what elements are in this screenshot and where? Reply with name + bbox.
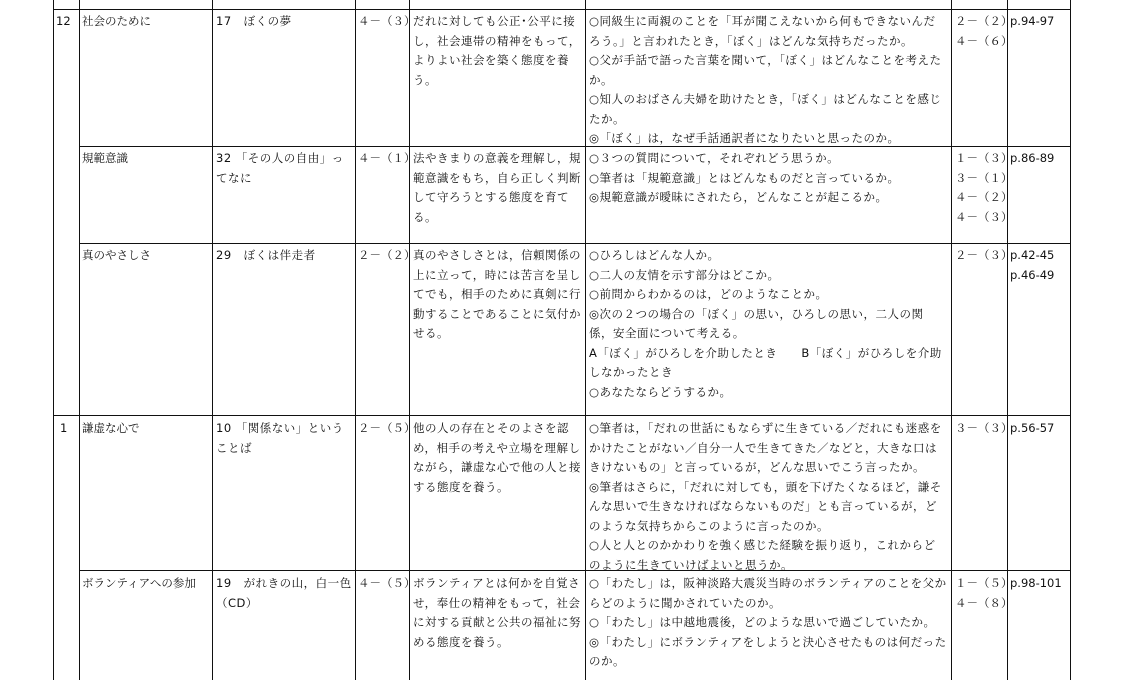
question-item: ○前問からわかるのは，どのようなことか。	[589, 287, 828, 301]
question-item: ○筆者は，「だれの世話にもならずに生きている／だれにも迷惑をかけたことがない／自分一人で生きてきた／などと，大きな口はきけないもの」と言っているが，どんな思いでこう言ったか。	[589, 421, 942, 474]
related-code: ２－（３）	[955, 248, 1013, 262]
page-ref: p.98-101	[1010, 576, 1062, 590]
question-item: ◎次の２つの場合の「ぼく」の思い，ひろしの思い，二人の関係，安全面について考える。	[589, 306, 924, 340]
related-code: ３－（３）	[955, 421, 1013, 435]
related-code: ２－（２）	[955, 14, 1013, 28]
related-codes-cell	[955, 574, 1013, 613]
content-code-cell: ２－（２）	[358, 248, 416, 262]
questions-cell	[589, 149, 947, 208]
pages-cell	[1010, 574, 1070, 594]
content-code-cell: ４－（３）	[358, 14, 416, 28]
theme-cell: 規範意識	[82, 151, 128, 165]
material-cell: 19 がれきの山，白一色（CD）	[216, 576, 352, 610]
question-item: ◎規範意識が曖昧にされたら，どんなことが起こるか。	[589, 190, 888, 204]
related-codes-cell	[955, 419, 1013, 439]
content-code-cell: ４－（１）	[358, 151, 416, 165]
pages-cell	[1010, 419, 1070, 439]
page-ref: p.56-57	[1010, 421, 1055, 435]
aim-cell: だれに対しても公正･公平に接し，社会連帯の精神をもって，よりよい社会を築く態度を養う。	[413, 14, 581, 87]
question-item: ○あなたならどうするか。	[589, 384, 732, 399]
question-item: ◎筆者はさらに，「だれに対しても，頭を下げたくなるほど，謙そんな思いで生きなければならないものだ」とも言っているが，どのような気持ちからこのように言ったのか。	[589, 479, 942, 533]
related-code: １－（５）	[955, 576, 1013, 590]
question-item: ○同級生に両親のことを「耳が聞こえないから何もできないんだろう。」と言われたとき，「ぼく」はどんな気持ちだったか。	[589, 14, 936, 48]
related-code: ４－（２）	[955, 190, 1013, 204]
questions-cell	[589, 574, 947, 678]
month-cell: 1	[60, 421, 68, 435]
content-code-cell: ２－（５）	[358, 421, 416, 435]
question-item: ○ひろしはどんな人か。	[589, 248, 720, 262]
questions-cell	[589, 246, 947, 402]
question-item: ○「わたし」は中越地震後，どのような思いで過ごしていたか。	[589, 615, 936, 629]
aim-cell: 他の人の存在とそのよさを認め，相手の考えや立場を理解しながら，謙虚な心で他の人と接する態度を養う。	[413, 421, 581, 494]
related-code: ３－（１）	[955, 170, 1013, 185]
questions-cell	[589, 419, 947, 575]
page-ref: p.86-89	[1010, 151, 1055, 165]
page-ref: p.42-45	[1010, 248, 1055, 262]
question-item: ◎「ぼく」は，なぜ手話通訳者になりたいと思ったのか。	[589, 131, 900, 145]
question-item: A「ぼく」がひろしを介助したとき B「ぼく」がひろしを介助しなかったとき	[589, 345, 942, 379]
page-ref: p.94-97	[1010, 14, 1055, 28]
related-codes-cell	[955, 149, 1013, 227]
question-item: ○筆者は「規範意識」とはどんなものだと言っているか。	[589, 170, 900, 185]
question-item: ○知人のおばさん夫婦を助けたとき，「ぼく」はどんなことを感じたか。	[589, 92, 942, 126]
theme-cell: 謙虚な心で	[82, 421, 140, 435]
aim-cell: ボランティアとは何かを自覚させ，奉仕の精神をもって，社会に対する貢献と公共の福祉に努める態度を養う。	[413, 576, 581, 649]
question-item: ○父が手話で語った言葉を聞いて，「ぼく」はどんなことを考えたか。	[589, 53, 942, 87]
questions-cell	[589, 12, 947, 149]
related-code: ４－（６）	[955, 33, 1013, 48]
material-cell: 29 ぼくは伴走者	[216, 248, 316, 262]
pages-cell	[1010, 12, 1070, 32]
page-ref: p.46-49	[1010, 267, 1055, 282]
theme-cell: ボランティアへの参加	[82, 576, 196, 590]
aim-cell: 真のやさしさとは，信頼関係の上に立って，時には苦言を呈してでも，相手のために真剣に行動することであることに気付かせる。	[413, 248, 581, 340]
related-codes-cell	[955, 246, 1013, 266]
question-item: ○二人の友情を示す部分はどこか。	[589, 267, 780, 282]
related-code: １－（３）	[955, 151, 1013, 165]
question-item: ○３つの質問について，それぞれどう思うか。	[589, 151, 840, 165]
theme-cell: 社会のために	[82, 14, 151, 28]
related-codes-cell	[955, 12, 1013, 51]
pages-cell	[1010, 149, 1070, 169]
material-cell: 32 「その人の自由」ってなに	[216, 151, 344, 185]
aim-cell: 法やきまりの意義を理解し，規範意識をもち，自ら正しく判断して守ろうとする態度を育てる。	[413, 151, 581, 224]
question-item: ○人と人とのかかわりを強く感じた経験を振り返り，これからどのように生きていけばよいと思うか。	[589, 538, 936, 572]
material-cell: 17 ぼくの夢	[216, 14, 292, 28]
month-cell: 12	[56, 14, 71, 28]
question-item: ◎「わたし」にボランティアをしようと決心させたものは何だったのか。	[589, 634, 947, 668]
material-cell: 10 「関係ない」ということば	[216, 421, 344, 455]
pages-cell	[1010, 246, 1070, 285]
related-code: ４－（８）	[955, 595, 1013, 610]
theme-cell: 真のやさしさ	[82, 248, 151, 262]
related-code: ４－（３）	[955, 209, 1013, 224]
content-code-cell: ４－（５）	[358, 576, 416, 590]
question-item: ○「わたし」は，阪神淡路大震災当時のボランティアのことを父からどのように聞かされていたのか。	[589, 576, 947, 610]
